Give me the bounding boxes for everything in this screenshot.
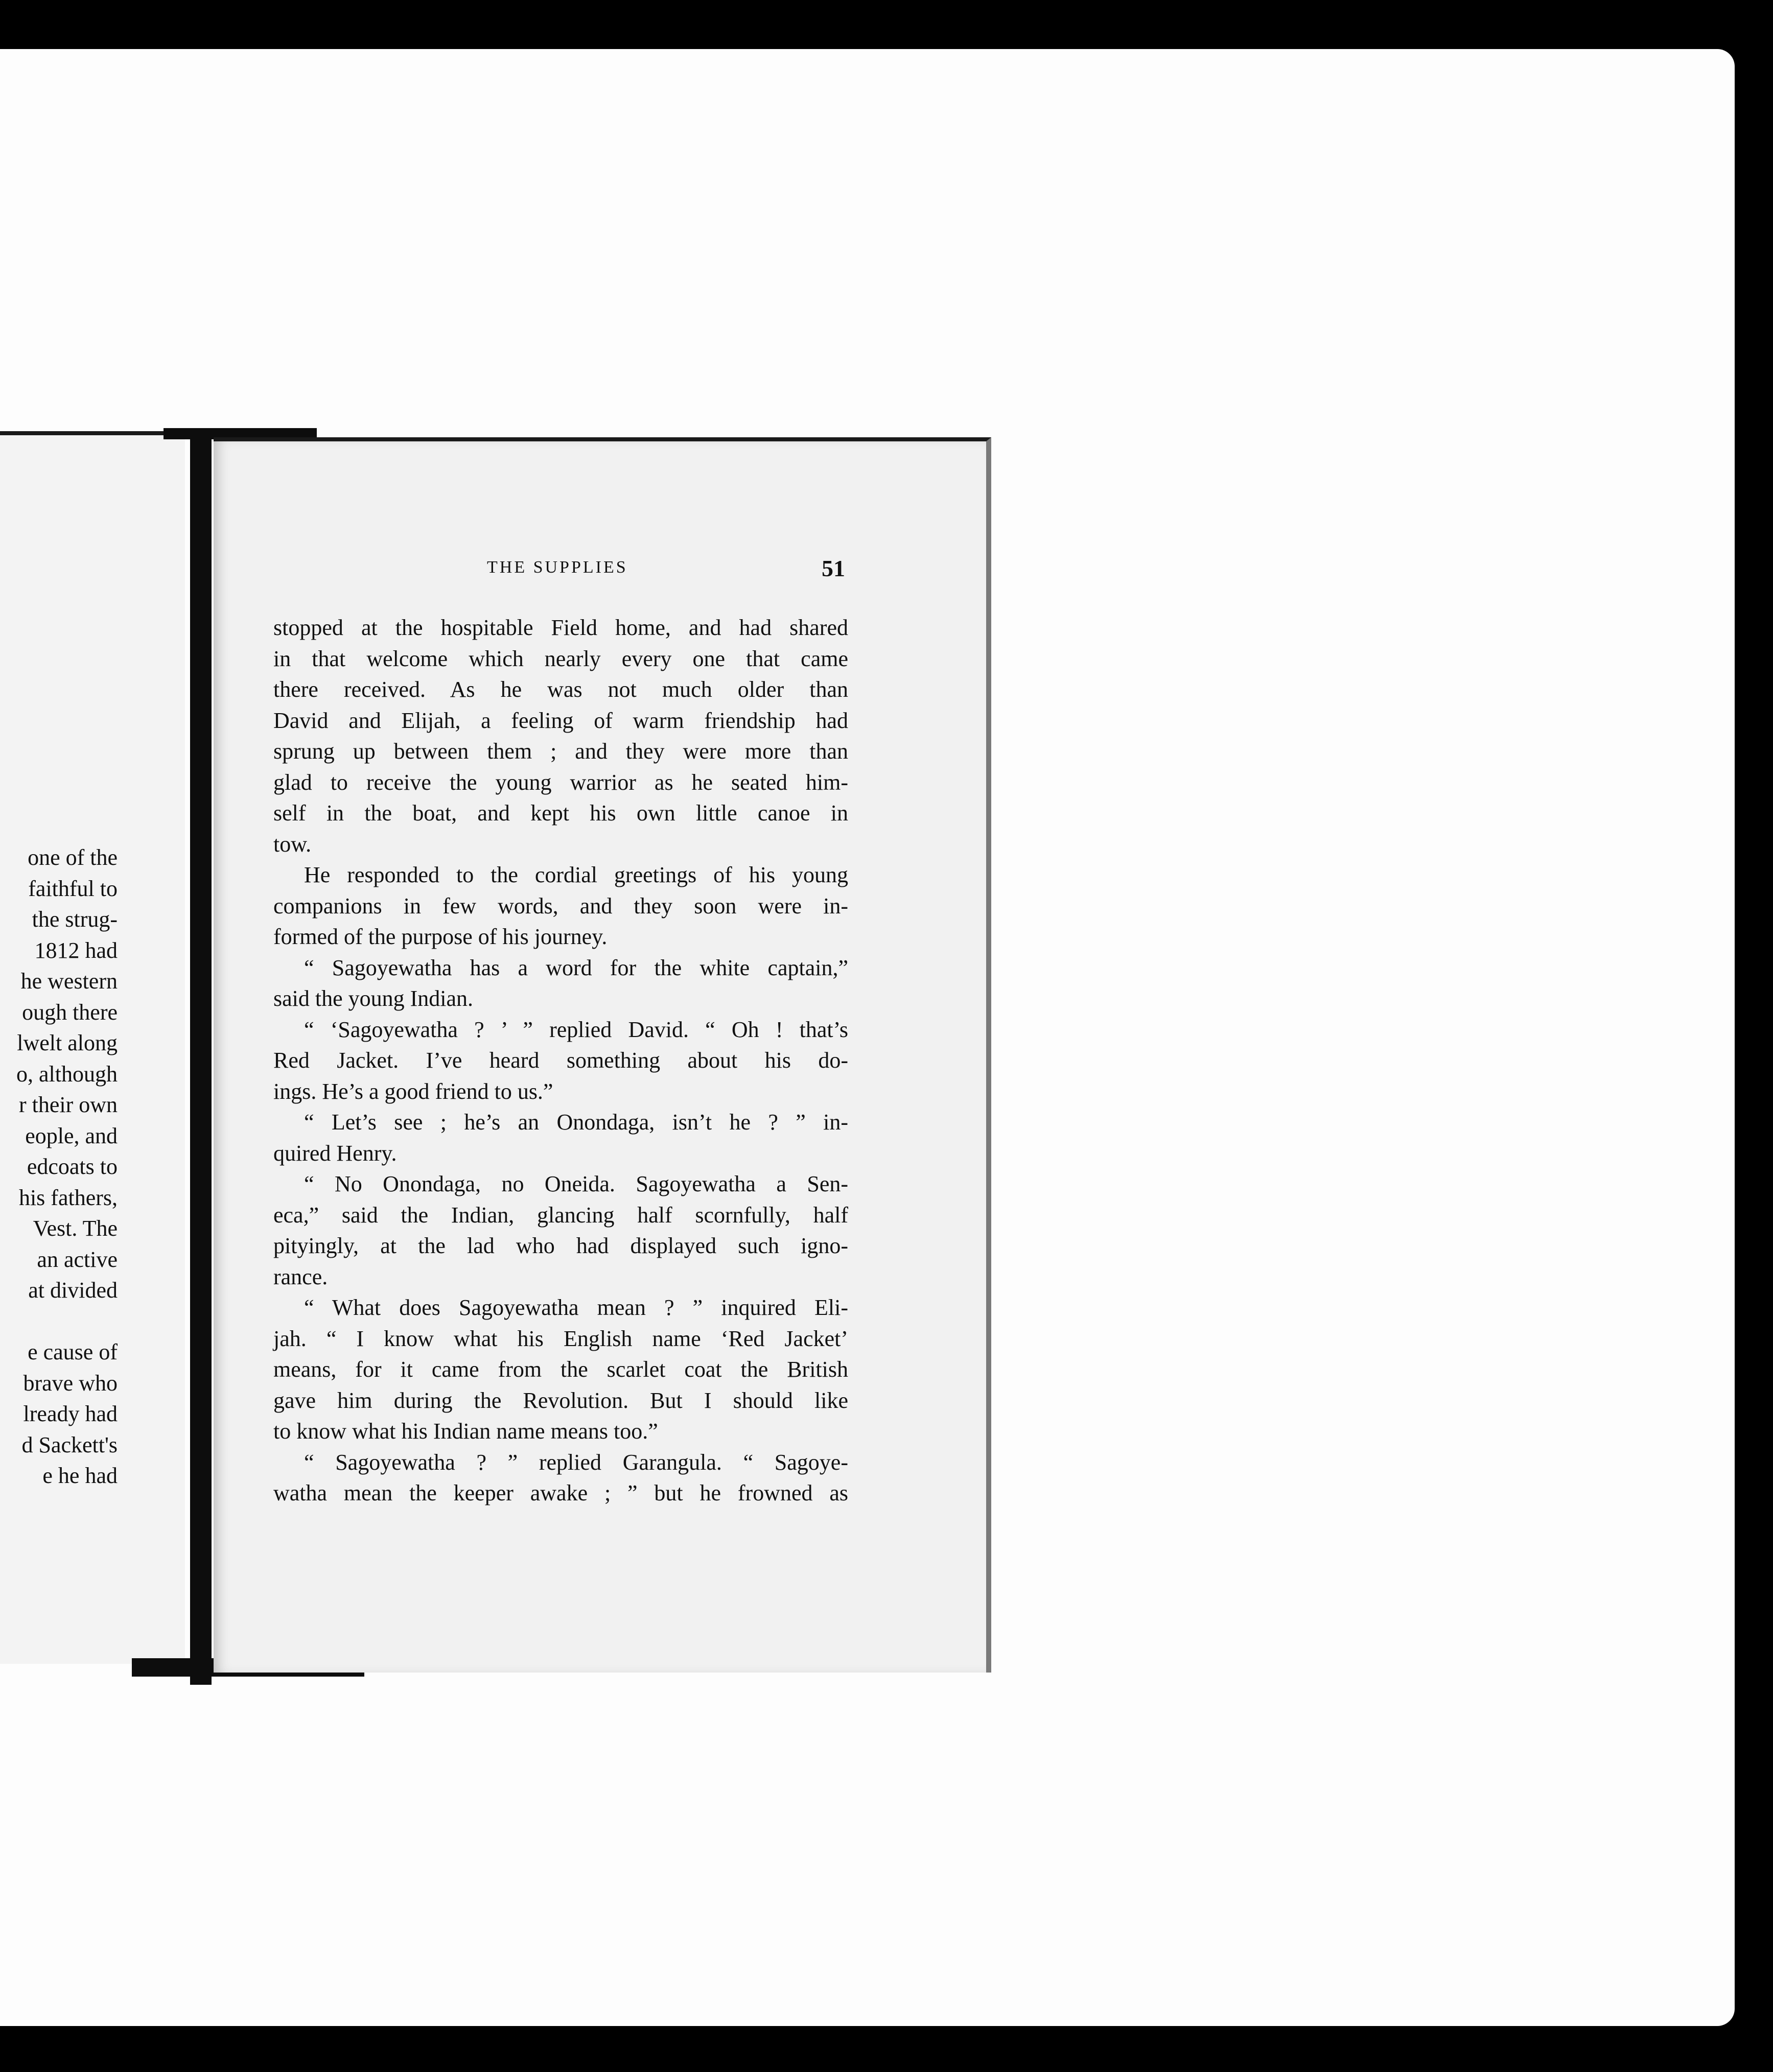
body-text-line: stopped at the hospitable Field home, and had shared <box>273 615 848 640</box>
body-text-line: gave him during the Revolution. But I should like <box>273 1387 848 1413</box>
body-text-line: rance. <box>273 1264 328 1289</box>
left-text-line: edcoats to <box>27 1154 118 1179</box>
left-page <box>0 431 185 1664</box>
body-text-line: self in the boat, and kept his own little canoe in <box>273 800 848 826</box>
body-text-line: jah. “ I know what his English name ‘Red Jacket’ <box>273 1326 848 1351</box>
body-text-line: “ Sagoyewatha ? ” replied Garangula. “ Sagoye- <box>304 1449 848 1475</box>
left-text-line: the strug- <box>32 907 118 932</box>
body-text-line: pityingly, at the lad who had displayed such igno- <box>273 1233 848 1258</box>
body-text-line: in that welcome which nearly every one that came <box>273 646 848 671</box>
left-text-line: one of the <box>28 845 118 870</box>
right-page <box>214 437 991 1673</box>
book-spine <box>190 428 212 1685</box>
page-number: 51 <box>822 555 845 581</box>
left-text-line: lwelt along <box>17 1030 118 1055</box>
left-text-line: 1812 had <box>34 937 118 963</box>
body-text <box>273 613 848 1509</box>
body-text-line: formed of the purpose of his journey. <box>273 924 608 949</box>
left-text-line: an active <box>37 1246 118 1272</box>
scan-sheet <box>0 49 1735 2026</box>
body-text-line: He responded to the cordial greetings of his young <box>304 862 848 887</box>
left-text-line: eople, and <box>25 1123 118 1148</box>
left-text-line: ough there <box>22 999 118 1025</box>
left-text-line: o, although <box>16 1061 118 1087</box>
body-text-line: to know what his Indian name means too.” <box>273 1419 658 1444</box>
body-text-line: “ What does Sagoyewatha mean ? ” inquired Eli- <box>304 1295 848 1320</box>
body-text-line: companions in few words, and they soon were in- <box>273 893 848 919</box>
body-text-line: sprung up between them ; and they were more than <box>273 739 848 764</box>
left-text-line: Vest. The <box>33 1216 118 1241</box>
body-text-line: “ ‘Sagoyewatha ? ’ ” replied David. “ Oh ! that’s <box>304 1017 848 1042</box>
body-text-line: ings. He’s a good friend to us.” <box>273 1078 553 1104</box>
left-text-line: lready had <box>23 1401 118 1426</box>
body-text-line: “ Let’s see ; he’s an Onondaga, isn’t he ? ” in- <box>304 1110 848 1135</box>
left-text-line: r their own <box>18 1092 118 1117</box>
body-text-line: said the young Indian. <box>273 986 474 1011</box>
body-text-line: eca,” said the Indian, glancing half scornfully, half <box>273 1202 848 1228</box>
running-head: THE SUPPLIES <box>487 558 628 577</box>
left-text-line: he western <box>20 969 118 994</box>
body-text-line: watha mean the keeper awake ; ” but he frowned as <box>273 1480 848 1505</box>
body-text-line: glad to receive the young warrior as he seated him- <box>273 769 848 795</box>
left-page-text <box>0 842 118 1492</box>
left-text-line: faithful to <box>28 876 118 901</box>
left-text-line: his fathers, <box>18 1185 118 1210</box>
left-text-line: e cause of <box>28 1339 118 1364</box>
left-text-line: brave who <box>23 1370 118 1396</box>
left-text-line: at divided <box>28 1278 118 1303</box>
body-text-line: means, for it came from the scarlet coat the British <box>273 1357 848 1382</box>
body-text-line: there received. As he was not much older than <box>273 677 848 702</box>
left-text-line: e he had <box>42 1463 118 1488</box>
body-text-line: David and Elijah, a feeling of warm friendship had <box>273 708 848 733</box>
body-text-line: Red Jacket. I’ve heard something about his do- <box>273 1048 848 1073</box>
left-text-line <box>0 1306 118 1337</box>
body-text-line: “ No Onondaga, no Oneida. Sagoyewatha a Sen- <box>304 1171 848 1196</box>
body-text-line: “ Sagoyewatha has a word for the white captain,” <box>304 955 848 980</box>
body-text-line: tow. <box>273 831 312 857</box>
left-text-line: d Sackett's <box>21 1432 118 1457</box>
body-text-line: quired Henry. <box>273 1140 397 1166</box>
